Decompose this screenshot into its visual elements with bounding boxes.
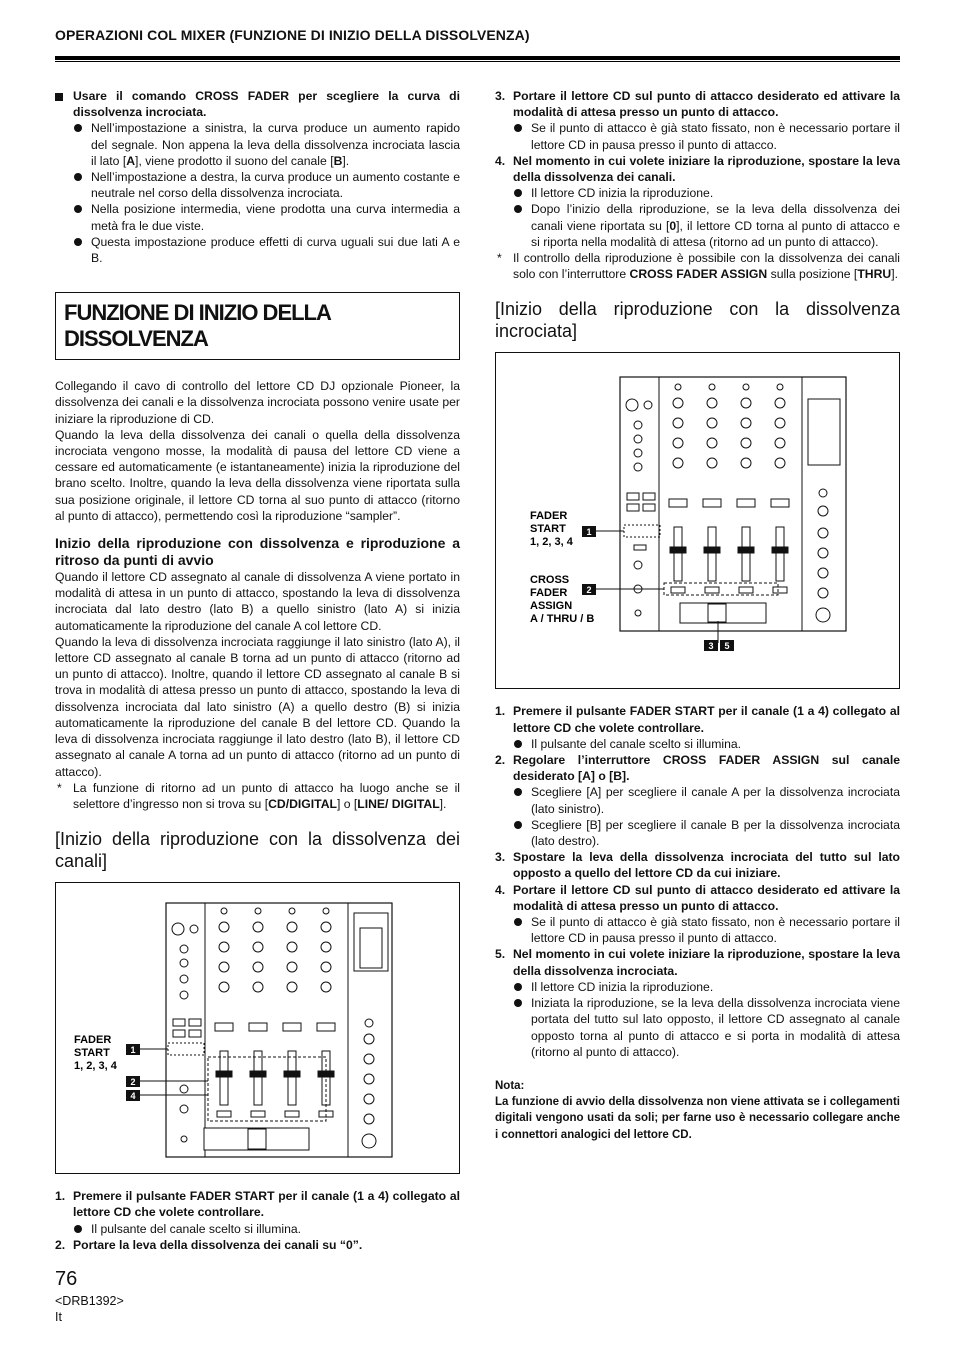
step-bullet: Dopo l’inizio della riproduzione, se la leva della dissolvenza dei canali viene riportata su [0], il lettore CD torna al punto di attacco e si riporta nella modalità di attesa (ritorno ad un punto di attacco). (513, 201, 900, 250)
mixer-illustration-right (496, 353, 899, 686)
nota-label: Nota: (495, 1079, 525, 1092)
step-bullet: Se il punto di attacco è già stato fissato, non è necessario portare il lettore CD in pausa presso il punto di attacco. (513, 914, 900, 946)
intro-item: Usare il comando CROSS FADER per scegliere la curva di dissolvenza incrociata. (55, 88, 460, 120)
fig-right-label-cross: CROSS (530, 574, 570, 587)
nota-text: La funzione di avvio della dissolvenza non viene attivata se i collegamenti digitali vengono usati da soli; per farne uso è necessario collegare anche i connettori analogici del lettore CD. (495, 1096, 900, 1141)
intro-bullet-1: Nell’impostazione a sinistra, la curva produce un aumento rapido del segnale. Non appena la leva della dissolvenza incrociata lascia il lato [A], viene prodotto il suono del canale [B]. (73, 120, 460, 169)
fig-left-label-fader: FADER (74, 1034, 112, 1047)
right-column (495, 88, 900, 1143)
section-heading-channel-fader: [Inizio della riproduzione con la dissolvenza dei canali] (55, 829, 460, 872)
step-bullet: Il pulsante del canale scelto si illumina. (513, 736, 900, 752)
fig-left-callout-2: 2 (130, 1077, 136, 1088)
step-text: Spostare la leva della dissolvenza incrociata del tutto sul lato opposto a quello del lettore CD da cui iniziare. (513, 850, 900, 881)
doc-lang: It (55, 1310, 62, 1324)
mixer-illustration-left (56, 883, 459, 1171)
step-number: 3. (495, 850, 506, 865)
fig-right-label-assign: ASSIGN (530, 600, 573, 613)
paragraph-channel-a: Quando il lettore CD assegnato al canale di dissolvenza A viene portato in modalità di attesa in un punto di attacco, spostando la leva di dissolvenza incrociata dal lato destro (lato B) a quello sinistro (lato A) si inizia automaticamente la riproduzione del canale A col lettore CD. (55, 570, 460, 633)
step-number: 5. (495, 947, 506, 962)
step-bullet: Il lettore CD inizia la riproduzione. (513, 979, 900, 995)
step-text: Portare la leva della dissolvenza dei canali su “0”. (73, 1237, 363, 1252)
note-star-left: * La funzione di ritorno ad un punto di attacco ha luogo anche se il selettore d’ingresso non si trova su [CD/DIGITAL] o [LINE/ DIGITAL]. (55, 780, 460, 812)
intro-bullet-4: Questa impostazione produce effetti di curva uguali sui due lati A e B. (73, 234, 460, 266)
right-steps-a (495, 88, 900, 250)
fig-right-label-athrub: A / THRU / B (530, 613, 595, 626)
fig-right-callout-5: 5 (724, 641, 730, 652)
crossfader-step-3 (495, 849, 900, 881)
fig-left-label-channels: 1, 2, 3, 4 (74, 1060, 117, 1073)
step-number: 2. (495, 753, 506, 768)
figure-channel-fader-mixer (55, 882, 460, 1174)
paragraph-fader-behavior: Quando la leva della dissolvenza dei canali o quella della dissolvenza incrociata vengono mosse, la modalità di pausa del lettore CD viene a cessare ed automaticamente (e istantaneamente) inizia la riproduzione del brano scelto. Inoltre, quando la leva della dissolvenza viene riportata sulla sua posizione originale, il lettore CD torna al suo punto di attacco (ritorno al punto di attacco), permettendo così la riproduzione “sampler”. (55, 427, 460, 523)
step-number: 4. (495, 882, 506, 897)
left-column (55, 88, 460, 1253)
right-steps-b (495, 703, 900, 1059)
doc-code-id: <DRB1392> (55, 1294, 124, 1308)
right-step-3 (495, 88, 900, 153)
crossfader-step-5 (495, 946, 900, 1059)
fig-right-callout-1: 1 (586, 527, 592, 538)
section-box-title: FUNZIONE DI INIZIO DELLA DISSOLVENZA (55, 292, 460, 360)
step-text: Premere il pulsante FADER START per il canale (1 a 4) collegato al lettore CD che volete controllare. (513, 704, 900, 735)
intro-bullets (55, 120, 460, 266)
step-number: 1. (55, 1189, 66, 1204)
step-text: Portare il lettore CD sul punto di attacco desiderato ed attivare la modalità di attesa presso un punto di attacco. (513, 882, 900, 913)
step-text: Regolare l’interruttore CROSS FADER ASSIGN sul canale desiderato [A] o [B]. (513, 753, 900, 784)
intro-bullet-3: Nella posizione intermedia, viene prodotta una curva intermedia a metà fra le due viste. (73, 201, 460, 233)
step-bullet: Il lettore CD inizia la riproduzione. (513, 185, 900, 201)
page-number: 76 (55, 1268, 78, 1290)
step-text: Portare il lettore CD sul punto di attacco desiderato ed attivare la modalità di attesa presso un punto di attacco. (513, 89, 900, 120)
fig-right-label-channels: 1, 2, 3, 4 (530, 536, 573, 549)
header-rule-thin (55, 61, 900, 62)
paragraph-intro: Collegando il cavo di controllo del lettore CD DJ opzionale Pioneer, la dissolvenza dei canali e la dissolvenza incrociata possono venire usate per iniziare la riproduzione di CD. (55, 379, 460, 426)
fig-right-label-fader2: FADER (530, 587, 568, 600)
fig-right-label-start: START (530, 523, 566, 536)
page-header-title: OPERAZIONI COL MIXER (FUNZIONE DI INIZIO DELLA DISSOLVENZA) (55, 27, 530, 43)
fig-right-callout-2: 2 (586, 585, 592, 596)
section-heading-crossfader: [Inizio della riproduzione con la dissolvenza incrociata] (495, 299, 900, 342)
step-text: Premere il pulsante FADER START per il canale (1 a 4) collegato al lettore CD che volete controllare. (73, 1189, 460, 1220)
doc-code (55, 1293, 124, 1325)
crossfader-step-4 (495, 882, 900, 947)
paragraph-channel-b: Quando la leva di dissolvenza incrociata raggiunge il lato sinistro (lato A), il lettore CD assegnato al canale B torna ad un punto di attacco (ritorno ad un punto di attacco). Inoltre, quando il lettore CD assegnato al canale B si trova in modalità di attesa presso un punto di attacco, spostando la leva di dissolvenza incrociata dal lato sinistro (A) a quello destro (B) si inizia automaticamente la riproduzione del canale B del lettore CD. Quando la leva di dissolvenza incrociata raggiunge il lato destro (lato B), il lettore CD assegnato al canale A torna ad un punto di attacco (ritorno ad un punto di attacco). (55, 634, 460, 779)
fig-left-callout-1: 1 (130, 1045, 136, 1056)
step-number: 3. (495, 89, 506, 103)
step-bullet: Se il punto di attacco è già stato fissato, non è necessario portare il lettore CD in pausa presso il punto di attacco. (513, 120, 900, 152)
step-bullet: Scegliere [B] per scegliere il canale B per la dissolvenza incrociata (lato destro). (513, 817, 900, 849)
crossfader-step-1 (495, 703, 900, 752)
intro-bullet-2: Nell’impostazione a destra, la curva produce un aumento costante e neutrale nel corso della dissolvenza incrociata. (73, 169, 460, 201)
crossfader-step-2 (495, 752, 900, 849)
step-number: 1. (495, 704, 506, 719)
step-text: Nel momento in cui volete iniziare la riproduzione, spostare la leva della dissolvenza incrociata. (513, 947, 900, 978)
header-rule (55, 56, 900, 60)
fig-right-label-fader: FADER (530, 510, 568, 523)
left-step-2 (55, 1237, 460, 1253)
step-bullet: Il pulsante del canale scelto si illumina. (73, 1221, 460, 1237)
fig-right-callout-3: 3 (708, 641, 714, 652)
left-steps (55, 1188, 460, 1253)
step-number: 4. (495, 153, 506, 168)
step-bullet: Iniziata la riproduzione, se la leva della dissolvenza incrociata viene portata del tutto sul lato opposto, il lettore CD assegnato al canale opposto torna al punto di attacco e si porta in modalità di attesa (ritorno al punto di attacco). (513, 995, 900, 1060)
note-star-right: * Il controllo della riproduzione è possibile con la dissolvenza dei canali solo con l’interruttore CROSS FADER ASSIGN sulla posizione [THRU]. (495, 250, 900, 282)
fig-left-callout-4: 4 (130, 1091, 136, 1102)
sub-heading: Inizio della riproduzione con dissolvenza e riproduzione a ritroso da punti di avvio (55, 535, 460, 569)
left-step-1 (55, 1188, 460, 1237)
right-step-4 (495, 153, 900, 250)
step-bullet: Scegliere [A] per scegliere il canale A per la dissolvenza incrociata (lato sinistro). (513, 784, 900, 816)
figure-crossfader-mixer (495, 352, 900, 689)
fig-left-label-start: START (74, 1047, 110, 1060)
step-number: 2. (55, 1237, 66, 1252)
step-text: Nel momento in cui volete iniziare la riproduzione, spostare la leva della dissolvenza dei canali. (513, 153, 900, 185)
